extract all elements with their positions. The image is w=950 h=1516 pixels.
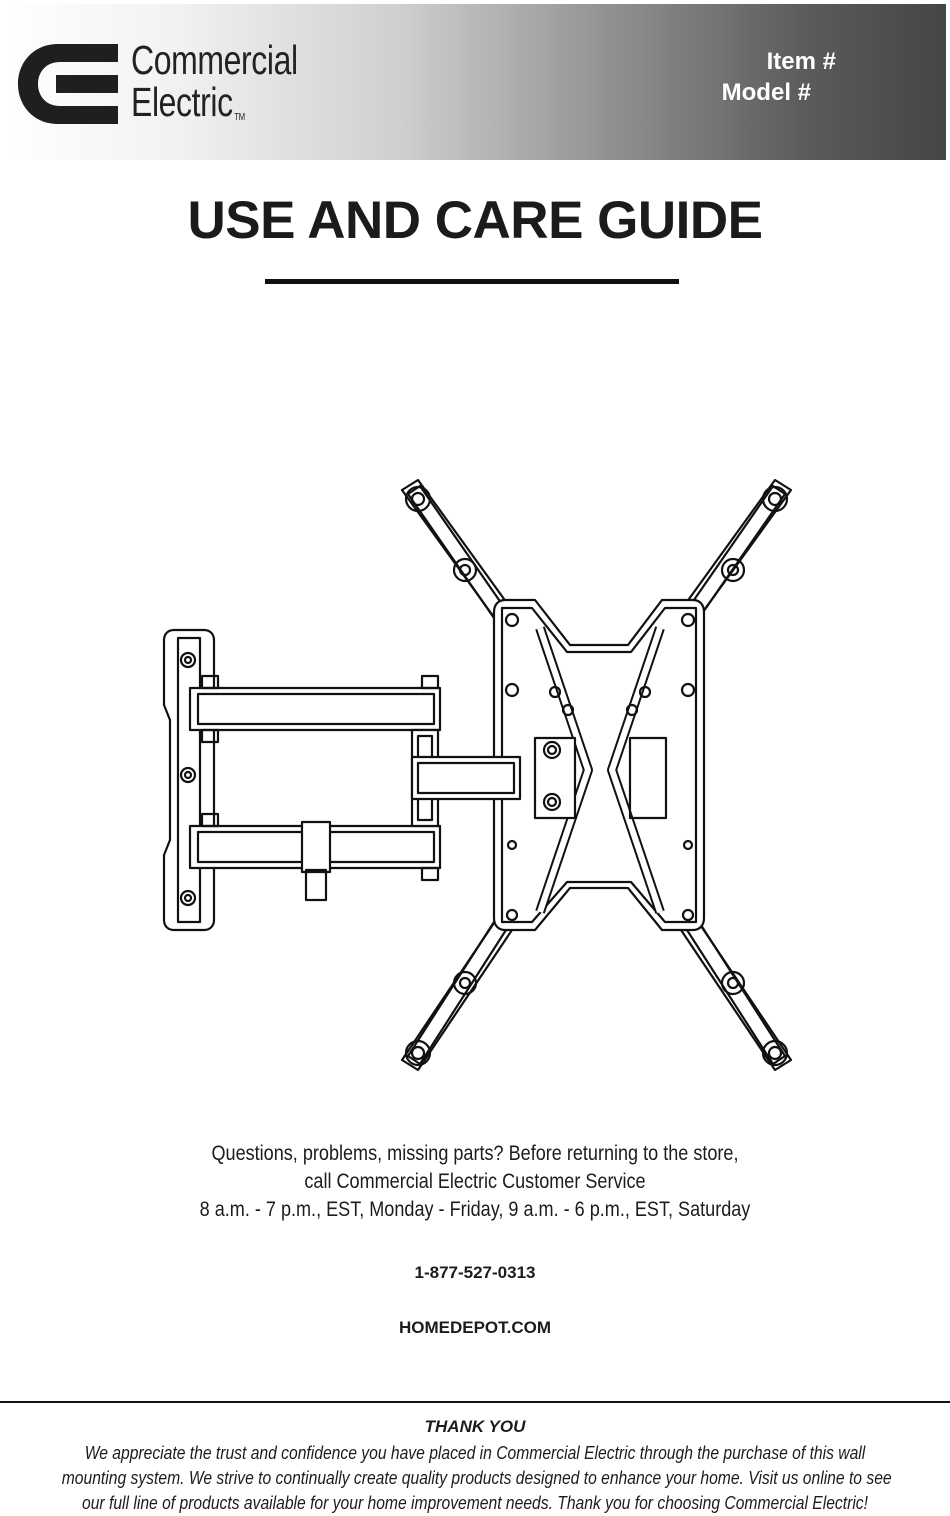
- brand-line-1: Commercial: [131, 37, 298, 83]
- support-question-line-2: call Commercial Electric Customer Service: [304, 1170, 646, 1193]
- item-model-labels: [722, 46, 836, 108]
- brand-line-2-text: Electric: [131, 79, 233, 125]
- footer-divider: [0, 1401, 950, 1403]
- support-hours: 8 a.m. - 7 p.m., EST, Monday - Friday, 9 a.m. - 6 p.m., EST, Saturday: [199, 1198, 751, 1221]
- trademark: TM: [234, 112, 245, 123]
- customer-support: [0, 1140, 950, 1224]
- thank-you-line-1: We appreciate the trust and confidence you have placed in Commercial Electric through the purchase of this wall: [84, 1443, 866, 1463]
- thank-you-message: [0, 1441, 950, 1516]
- thank-you-line-3: our full line of products available for your home improvement needs. Thank you for choosing Commercial Electric!: [82, 1493, 868, 1513]
- thank-you-line-2: mounting system. We strive to continually create quality products designed to enhance your home. Visit us online to see: [61, 1468, 892, 1488]
- support-question-line-1: Questions, problems, missing parts? Before returning to the store,: [211, 1142, 739, 1165]
- commercial-electric-logo-icon: [16, 42, 120, 126]
- brand-name: [131, 37, 345, 125]
- brand-line-2: [131, 79, 298, 125]
- model-number-label: Model #: [721, 79, 811, 106]
- tv-wall-mount-illustration-icon: [150, 470, 810, 1090]
- support-phone[interactable]: 1-877-527-0313: [414, 1263, 536, 1282]
- thank-you-heading: THANK YOU: [424, 1417, 526, 1436]
- title-underline: [265, 279, 679, 284]
- item-number-label: Item #: [766, 48, 836, 75]
- page-title: USE AND CARE GUIDE: [187, 191, 763, 250]
- header-banner: [4, 4, 946, 160]
- support-website-link[interactable]: HOMEDEPOT.COM: [398, 1318, 552, 1337]
